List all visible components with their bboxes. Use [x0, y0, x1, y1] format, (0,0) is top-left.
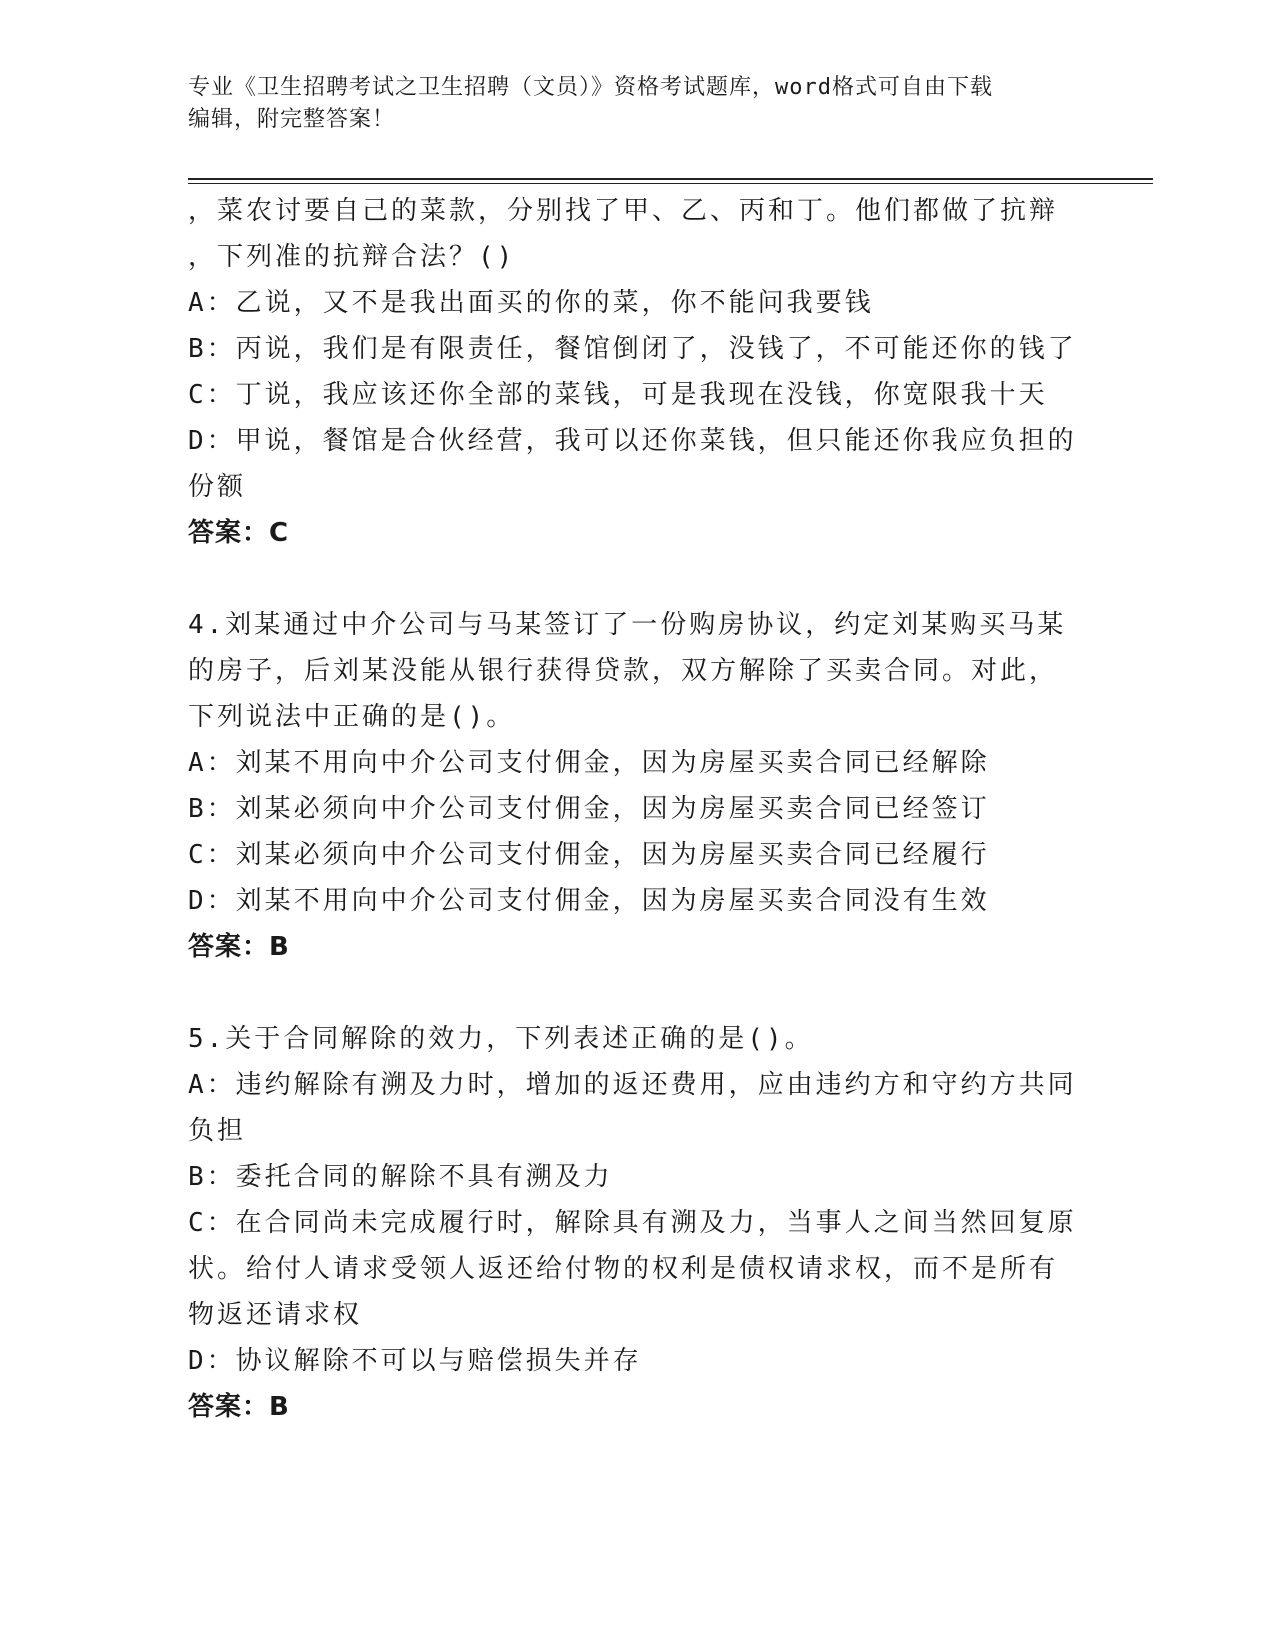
question-3: [188, 188, 1088, 556]
question-stem-line: 4.刘某通过中介公司与马某签订了一份购房协议，约定刘某购买马某: [188, 610, 1067, 640]
header-divider: [188, 178, 1153, 184]
option-d-continued: 份额: [188, 472, 247, 502]
option-c-continued: 状。给付人请求受领人返还给付物的权利是债权请求权，而不是所有: [188, 1254, 1059, 1284]
question-4: [188, 602, 1088, 970]
option-c: C：刘某必须向中介公司支付佣金，因为房屋买卖合同已经履行: [188, 840, 990, 870]
answer-label: 答案：C: [188, 518, 290, 548]
question-content: [188, 188, 1088, 1430]
question-spacer: [188, 556, 1088, 602]
option-a: A：违约解除有溯及力时，增加的返还费用，应由违约方和守约方共同: [188, 1070, 1077, 1100]
option-d: D：甲说，餐馆是合伙经营，我可以还你菜钱，但只能还你我应负担的: [188, 426, 1077, 456]
question-stem-line: ，菜农讨要自己的菜款，分别找了甲、乙、丙和丁。他们都做了抗辩: [188, 196, 1059, 226]
option-d: D：协议解除不可以与赔偿损失并存: [188, 1346, 642, 1376]
answer-label: 答案：B: [188, 1392, 290, 1422]
question-stem-line: 下列说法中正确的是()。: [188, 702, 516, 732]
page-header: [188, 72, 1078, 136]
answer-label: 答案：B: [188, 932, 290, 962]
option-c: C：在合同尚未完成履行时，解除具有溯及力，当事人之间当然回复原: [188, 1208, 1077, 1238]
option-b: B：丙说，我们是有限责任，餐馆倒闭了，没钱了，不可能还你的钱了: [188, 334, 1077, 364]
option-a: A：刘某不用向中介公司支付佣金，因为房屋买卖合同已经解除: [188, 748, 990, 778]
option-c-continued: 物返还请求权: [188, 1300, 363, 1330]
option-c: C：丁说，我应该还你全部的菜钱，可是我现在没钱，你宽限我十天: [188, 380, 1048, 410]
question-spacer: [188, 970, 1088, 1016]
option-b: B：刘某必须向中介公司支付佣金，因为房屋买卖合同已经签订: [188, 794, 990, 824]
header-text-line: 编辑，附完整答案！: [188, 107, 396, 132]
question-stem-line: 的房子，后刘某没能从银行获得贷款，双方解除了买卖合同。对此，: [188, 656, 1059, 686]
option-d: D：刘某不用向中介公司支付佣金，因为房屋买卖合同没有生效: [188, 886, 990, 916]
option-a-continued: 负担: [188, 1116, 247, 1146]
option-b: B：委托合同的解除不具有溯及力: [188, 1162, 613, 1192]
question-stem-line: 5.关于合同解除的效力，下列表述正确的是()。: [188, 1024, 814, 1054]
option-a: A：乙说，又不是我出面买的你的菜，你不能问我要钱: [188, 288, 874, 318]
question-5: [188, 1016, 1088, 1430]
question-stem-line: ，下列准的抗辩合法？(): [188, 242, 516, 272]
header-text-line: 专业《卫生招聘考试之卫生招聘（文员）》资格考试题库，word格式可自由下载: [188, 75, 993, 100]
